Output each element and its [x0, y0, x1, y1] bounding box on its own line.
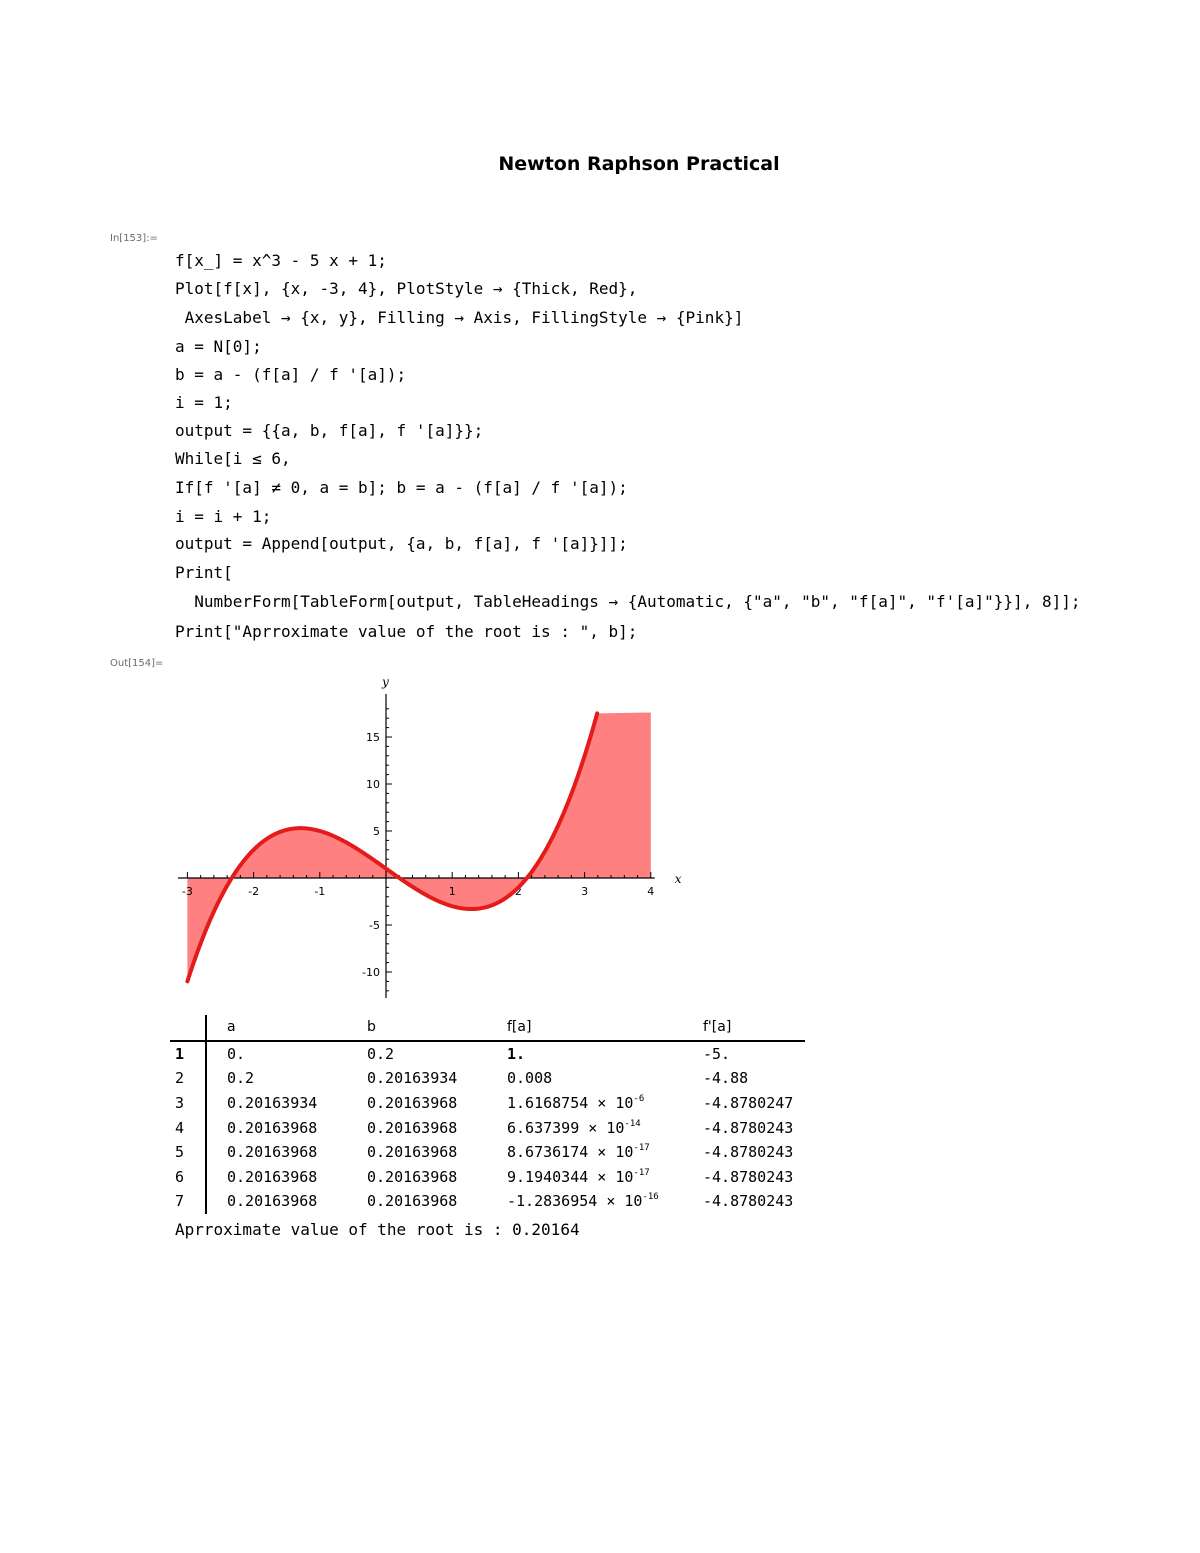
y-axis-label: y	[382, 675, 389, 689]
result-output: Aprroximate value of the root is : 0.20164	[175, 1220, 580, 1239]
cell-b: 0.20163968	[367, 1143, 458, 1162]
x-axis-label: x	[674, 872, 682, 886]
function-plot	[170, 672, 690, 1004]
x-tick-label: -3	[181, 885, 193, 898]
cell-a: 0.2	[227, 1069, 255, 1088]
table-header-row	[170, 1015, 805, 1041]
cell-fa: $8.6736174 \times 10^{-17}$	[507, 1143, 650, 1162]
code-line: output = {{a, b, f[a], f '[a]}};	[175, 421, 484, 440]
cell-a: 0.20163968	[227, 1143, 318, 1162]
row-index: 2	[170, 1066, 206, 1091]
output-cell-label: Out[154]=	[110, 658, 164, 669]
code-line: AxesLabel → {x, y}, Filling → Axis, FillingStyle → {Pink}]	[175, 308, 744, 327]
code-line: While[i ≤ 6,	[175, 449, 291, 468]
row-index: 7	[170, 1189, 206, 1214]
cell-b: 0.20163968	[367, 1192, 458, 1211]
row-index: 3	[170, 1091, 206, 1116]
y-tick-label: -10	[362, 966, 380, 979]
header-dfa: f'[a]	[703, 1015, 805, 1041]
cell-dfa: -4.8780243	[703, 1143, 794, 1162]
row-index: 1	[170, 1041, 206, 1067]
cell-fa: $6.637399 \times 10^{-14}$	[507, 1118, 641, 1137]
x-tick-label: -1	[314, 885, 326, 898]
cell-b: 0.20163968	[367, 1094, 458, 1113]
page-title: Newton Raphson Practical	[498, 153, 780, 175]
header-a: a	[206, 1015, 367, 1041]
code-line: b = a - (f[a] / f '[a]);	[175, 365, 407, 384]
cell-fa: 1.	[507, 1044, 526, 1063]
y-tick-label: 5	[373, 825, 380, 838]
cell-b: 0.20163968	[367, 1118, 458, 1137]
output-table	[170, 1015, 805, 1214]
y-tick-label: 15	[366, 731, 380, 744]
cell-dfa: -5.	[703, 1044, 731, 1063]
header-b: b	[367, 1015, 507, 1041]
code-line: a = N[0];	[175, 337, 262, 356]
cell-a: 0.20163934	[227, 1094, 318, 1113]
table-row	[170, 1140, 805, 1165]
table-row	[170, 1165, 805, 1190]
code-line: Print["Aprroximate value of the root is : ", b];	[175, 622, 638, 641]
code-line: i = 1;	[175, 393, 233, 412]
row-index: 6	[170, 1165, 206, 1190]
x-tick-label: 3	[581, 885, 589, 898]
x-tick-label: -2	[248, 885, 260, 898]
cell-a: 0.20163968	[227, 1192, 318, 1211]
cell-dfa: -4.8780243	[703, 1167, 794, 1186]
table-row	[170, 1115, 805, 1140]
cell-a: 0.	[227, 1044, 246, 1063]
row-index: 4	[170, 1115, 206, 1140]
x-tick-label: 1	[448, 885, 456, 898]
header-fa: f[a]	[507, 1015, 703, 1041]
table-row	[170, 1041, 805, 1067]
cell-dfa: -4.8780247	[703, 1094, 794, 1113]
cell-dfa: -4.88	[703, 1069, 749, 1088]
function-curve	[187, 713, 597, 981]
row-index: 5	[170, 1140, 206, 1165]
cell-fa: $1.6168754 \times 10^{-6}$	[507, 1094, 645, 1113]
cell-a: 0.20163968	[227, 1167, 318, 1186]
cell-dfa: -4.8780243	[703, 1118, 794, 1137]
x-tick-label: 4	[647, 885, 655, 898]
code-line: f[x_] = x^3 - 5 x + 1;	[175, 251, 387, 270]
code-line: If[f '[a] ≠ 0, a = b]; b = a - (f[a] / f '[a]);	[175, 478, 628, 497]
table-row	[170, 1091, 805, 1116]
table-row	[170, 1189, 805, 1214]
code-line: i = i + 1;	[175, 507, 272, 526]
cell-b: 0.20163934	[367, 1069, 458, 1088]
y-tick-label: -5	[369, 919, 380, 932]
cell-fa: $-1.2836954 \times 10^{-16}$	[507, 1192, 659, 1211]
code-line: Plot[f[x], {x, -3, 4}, PlotStyle → {Thick, Red},	[175, 279, 638, 298]
cell-dfa: -4.8780243	[703, 1192, 794, 1211]
cell-a: 0.20163968	[227, 1118, 318, 1137]
cell-fa: $9.1940344 \times 10^{-17}$	[507, 1167, 650, 1186]
cell-b: 0.20163968	[367, 1167, 458, 1186]
code-line: NumberForm[TableForm[output, TableHeadings → {Automatic, {"a", "b", "f[a]", "f'[a]"}}], 8]];	[175, 592, 1081, 611]
y-tick-label: 10	[366, 778, 380, 791]
x-tick-label: 2	[514, 885, 522, 898]
cell-b: 0.2	[367, 1044, 395, 1063]
input-cell-label: In[153]:=	[110, 233, 158, 244]
cell-fa: 0.008	[507, 1069, 553, 1088]
header-corner	[170, 1015, 206, 1041]
code-line: output = Append[output, {a, b, f[a], f '[a]}]];	[175, 534, 628, 553]
code-line: Print[	[175, 563, 233, 582]
table-row	[170, 1066, 805, 1091]
